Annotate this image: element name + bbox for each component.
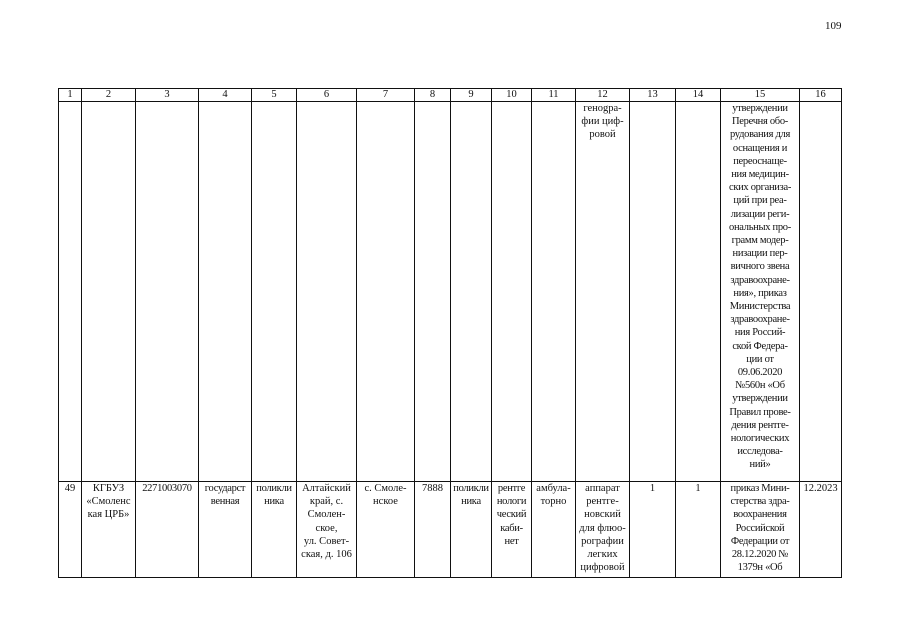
unit-type-cell: поликли ника <box>451 482 492 578</box>
col-header-8: 8 <box>415 89 451 102</box>
quantity-cell: 1 <box>676 482 721 578</box>
legal-basis-cell: утверждении Перечня обо- рудования для оснащения и переоснаще- ния медицин- ских организа- ций при реа- лизации реги- ональных про- грамм модер- низации пер- вичного звена здравоохране- ния», приказ Министерства здравоохране- ния Россий- ской Федера- ции от 09.06.2020 №560н «Об утверждении Правил прове- дения рентге- нологических исследова- ний» <box>721 102 800 482</box>
col-header-12: 12 <box>576 89 630 102</box>
col-header-7: 7 <box>357 89 415 102</box>
col-header-16: 16 <box>800 89 842 102</box>
organization-cell: КГБУЗ «Смоленс кая ЦРБ» <box>82 482 136 578</box>
col-header-5: 5 <box>252 89 297 102</box>
table-cell <box>136 102 199 482</box>
table-cell <box>82 102 136 482</box>
col-header-11: 11 <box>532 89 576 102</box>
department-cell: рентге нологи ческий каби- нет <box>492 482 532 578</box>
col-header-14: 14 <box>676 89 721 102</box>
table-cell <box>59 102 82 482</box>
deadline-cell: 12.2023 <box>800 482 842 578</box>
legal-basis-cell: приказ Мини- стерства здра- воохранения Российской Федерации от 28.12.2020 № 1379н «Об <box>721 482 800 578</box>
col-header-13: 13 <box>630 89 676 102</box>
address-cell: Алтайский край, с. Смолен- ское, ул. Совет- ская, д. 106 <box>297 482 357 578</box>
col-header-2: 2 <box>82 89 136 102</box>
table-cell <box>532 102 576 482</box>
col-header-9: 9 <box>451 89 492 102</box>
care-mode-cell: амбула- торно <box>532 482 576 578</box>
registry-table <box>58 88 842 578</box>
table-cell <box>415 102 451 482</box>
col-header-15: 15 <box>721 89 800 102</box>
facility-type-cell: поликли ника <box>252 482 297 578</box>
table-cell <box>676 102 721 482</box>
table-row-49 <box>59 482 842 578</box>
equipment-cell: генogра- фии циф- ровой <box>576 102 630 482</box>
col-header-4: 4 <box>199 89 252 102</box>
row-number-cell: 49 <box>59 482 82 578</box>
table-cell <box>800 102 842 482</box>
table-cell <box>297 102 357 482</box>
settlement-cell: с. Смоле- нское <box>357 482 415 578</box>
col-header-3: 3 <box>136 89 199 102</box>
table-cell <box>199 102 252 482</box>
col-header-6: 6 <box>297 89 357 102</box>
inn-cell: 2271003070 <box>136 482 199 578</box>
quantity-cell: 1 <box>630 482 676 578</box>
table-cell <box>630 102 676 482</box>
table-cell <box>252 102 297 482</box>
population-cell: 7888 <box>415 482 451 578</box>
table-cell <box>451 102 492 482</box>
table-cell <box>357 102 415 482</box>
table-row-continuation <box>59 102 842 482</box>
ownership-cell: государст венная <box>199 482 252 578</box>
col-header-1: 1 <box>59 89 82 102</box>
page-number: 109 <box>825 20 842 32</box>
equipment-cell: аппарат рентге- новский для флюо- рографии легких цифровой <box>576 482 630 578</box>
col-header-10: 10 <box>492 89 532 102</box>
table-cell <box>492 102 532 482</box>
header-row <box>59 89 842 102</box>
